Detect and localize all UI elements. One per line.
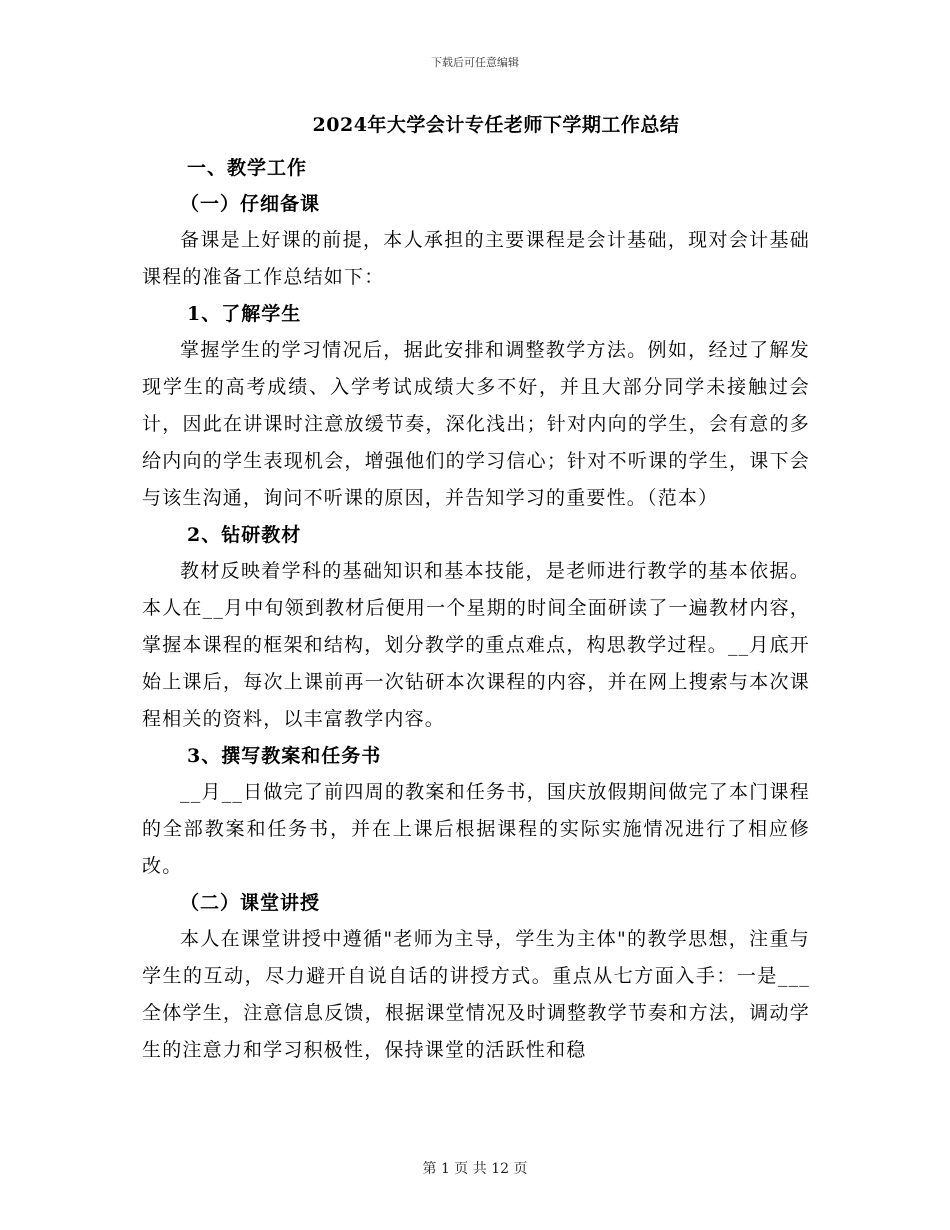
document-body xyxy=(142,108,810,1069)
item-heading-write-lesson-plans: 3、撰写教案和任务书 xyxy=(187,745,382,767)
paragraph-write-lesson-plans: __月__日做完了前四周的教案和任务书，国庆放假期间做完了本门课程的全部教案和任务书，并在上课后根据课程的实际实施情况进行了相应修改。 xyxy=(142,781,810,877)
subsection-heading-classroom-teaching: （二）课堂讲授 xyxy=(180,892,321,914)
item-heading-study-textbook: 2、钻研教材 xyxy=(187,524,302,546)
page-number: 第 1 页 共 12 页 xyxy=(422,1161,528,1177)
document-title: 2024年大学会计专任老师下学期工作总结 xyxy=(312,114,680,136)
paragraph-know-students: 掌握学生的学习情况后，据此安排和调整教学方法。例如，经过了解发现学生的高考成绩、入学考试成绩大多不好，并且大部分同学未接触过会计，因此在讲课时注意放缓节奏，深化浅出；针对内向的学生，会有意的多给内向的学生表现机会，增强他们的学习信心；针对不听课的学生，课下会与该生沟通，询问不听课的原因，并告知学习的重要性。（范本） xyxy=(142,339,810,509)
paragraph-prepare-intro: 备课是上好课的前提，本人承担的主要课程是会计基础，现对会计基础课程的准备工作总结如下： xyxy=(142,229,810,288)
item-heading-know-students: 1、了解学生 xyxy=(187,303,302,325)
subsection-heading-prepare-lessons: （一）仔细备课 xyxy=(180,193,321,215)
paragraph-classroom-teaching: 本人在课堂讲授中遵循"老师为主导，学生为主体"的教学思想，注重与学生的互动，尽力避开自说自话的讲授方式。重点从七方面入手：一是___全体学生，注意信息反馈，根据课堂情况及时调整教学节奏和方法，调动学生的注意力和学习积极性，保持课堂的活跃性和稳 xyxy=(142,928,810,1061)
header-note: 下载后可任意编辑 xyxy=(431,56,519,69)
section-heading-teaching-work: 一、教学工作 xyxy=(187,157,308,179)
paragraph-study-textbook: 教材反映着学科的基础知识和基本技能，是老师进行教学的基本依据。本人在__月中旬领到教材后便用一个星期的时间全面研读了一遍教材内容，掌握本课程的框架和结构，划分教学的重点难点，构思教学过程。__月底开始上课后，每次上课前再一次钻研本次课程的内容，并在网上搜索与本次课程相关的资料，以丰富教学内容。 xyxy=(142,560,810,730)
